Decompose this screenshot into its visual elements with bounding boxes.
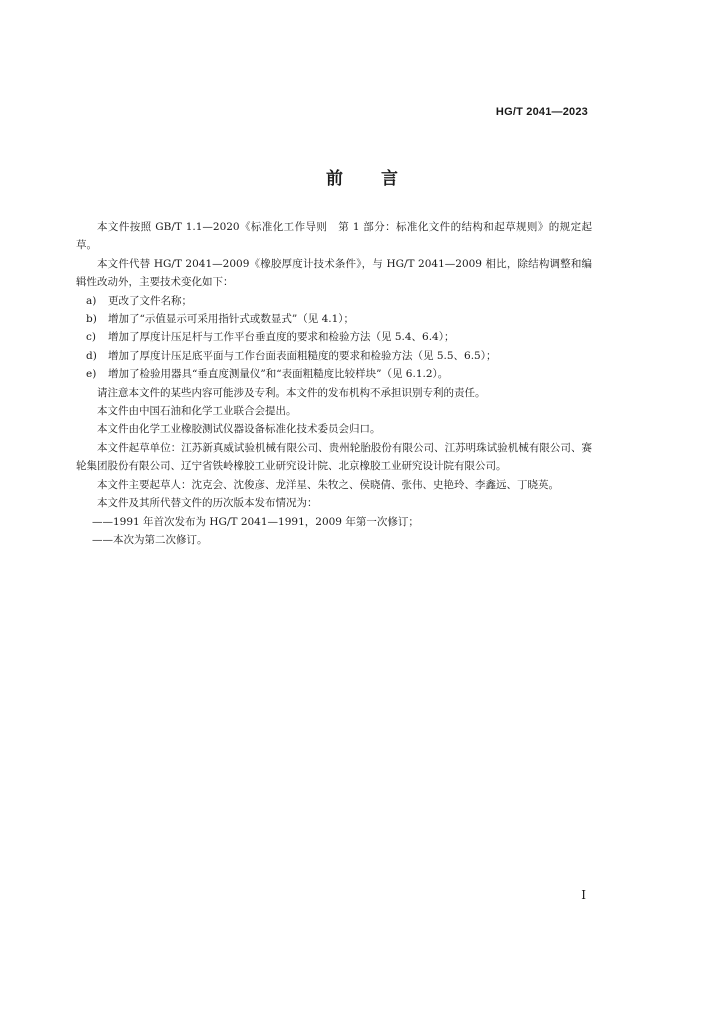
history-item: ——1991 年首次发布为 HG/T 2041—1991，2009 年第一次修订； (92, 515, 419, 528)
change-marker: b) (86, 313, 97, 326)
paragraph-replacement: 本文件代替 HG/T 2041—2009《橡胶厚度计技术条件》，与 HG/T 2041—2009 相比，除结构调整和编辑性改动外，主要技术变化如下： (76, 257, 592, 289)
change-text: 增加了厚度计压足杆与工作平台垂直度的要求和检验方法（见 5.4、6.4）； (108, 331, 455, 344)
change-item (76, 292, 592, 310)
paragraph-patent-notice: 请注意本文件的某些内容可能涉及专利。本文件的发布机构不承担识别专利的责任。 (97, 386, 486, 399)
change-marker: c) (86, 331, 96, 344)
paragraph-drafting-units: 本文件起草单位：江苏新真威试验机械有限公司、贵州轮胎股份有限公司、江苏明珠试验机械有限公司、赛轮集团股份有限公司、辽宁省铁岭橡胶工业研究设计院、北京橡胶工业研究设计院有限公司。 (76, 441, 592, 473)
change-item (76, 365, 592, 383)
page-title: 前言 (326, 169, 436, 189)
history-item: ——本次为第二次修订。 (92, 533, 208, 546)
change-text: 增加了厚度计压足底平面与工作台面表面粗糙度的要求和检验方法（见 5.5、6.5）； (108, 349, 497, 362)
change-item (76, 310, 592, 328)
change-item (76, 347, 592, 365)
page-number: I (581, 888, 586, 902)
paragraph-drafters: 本文件主要起草人：沈克会、沈俊彦、龙洋星、朱牧之、侯晓倩、张伟、史艳玲、李鑫远、丁晓英。 (97, 478, 559, 491)
change-item (76, 328, 592, 346)
change-text: 增加了“示值显示可采用指针式或数显式”（见 4.1）； (108, 313, 355, 326)
change-marker: e) (86, 368, 97, 381)
change-text: 增加了检验用器具“垂直度测量仪”和“表面粗糙度比较样块”（见 6.1.2）。 (108, 368, 449, 381)
change-text: 更改了文件名称； (108, 294, 192, 307)
paragraph-drafting-rules: 本文件按照 GB/T 1.1—2020《标准化工作导则 第 1 部分：标准化文件的结构和起草规则》的规定起草。 (76, 221, 592, 252)
document-body (76, 218, 592, 549)
paragraph-history-intro: 本文件及其所代替文件的历次版本发布情况为： (97, 497, 318, 510)
change-marker: a) (86, 294, 97, 307)
paragraph-committee: 本文件由化学工业橡胶测试仪器设备标准化技术委员会归口。 (97, 423, 381, 436)
paragraph-proposer: 本文件由中国石油和化学工业联合会提出。 (97, 405, 297, 418)
standard-code: HG/T 2041—2023 (495, 106, 588, 118)
change-marker: d) (86, 349, 97, 362)
